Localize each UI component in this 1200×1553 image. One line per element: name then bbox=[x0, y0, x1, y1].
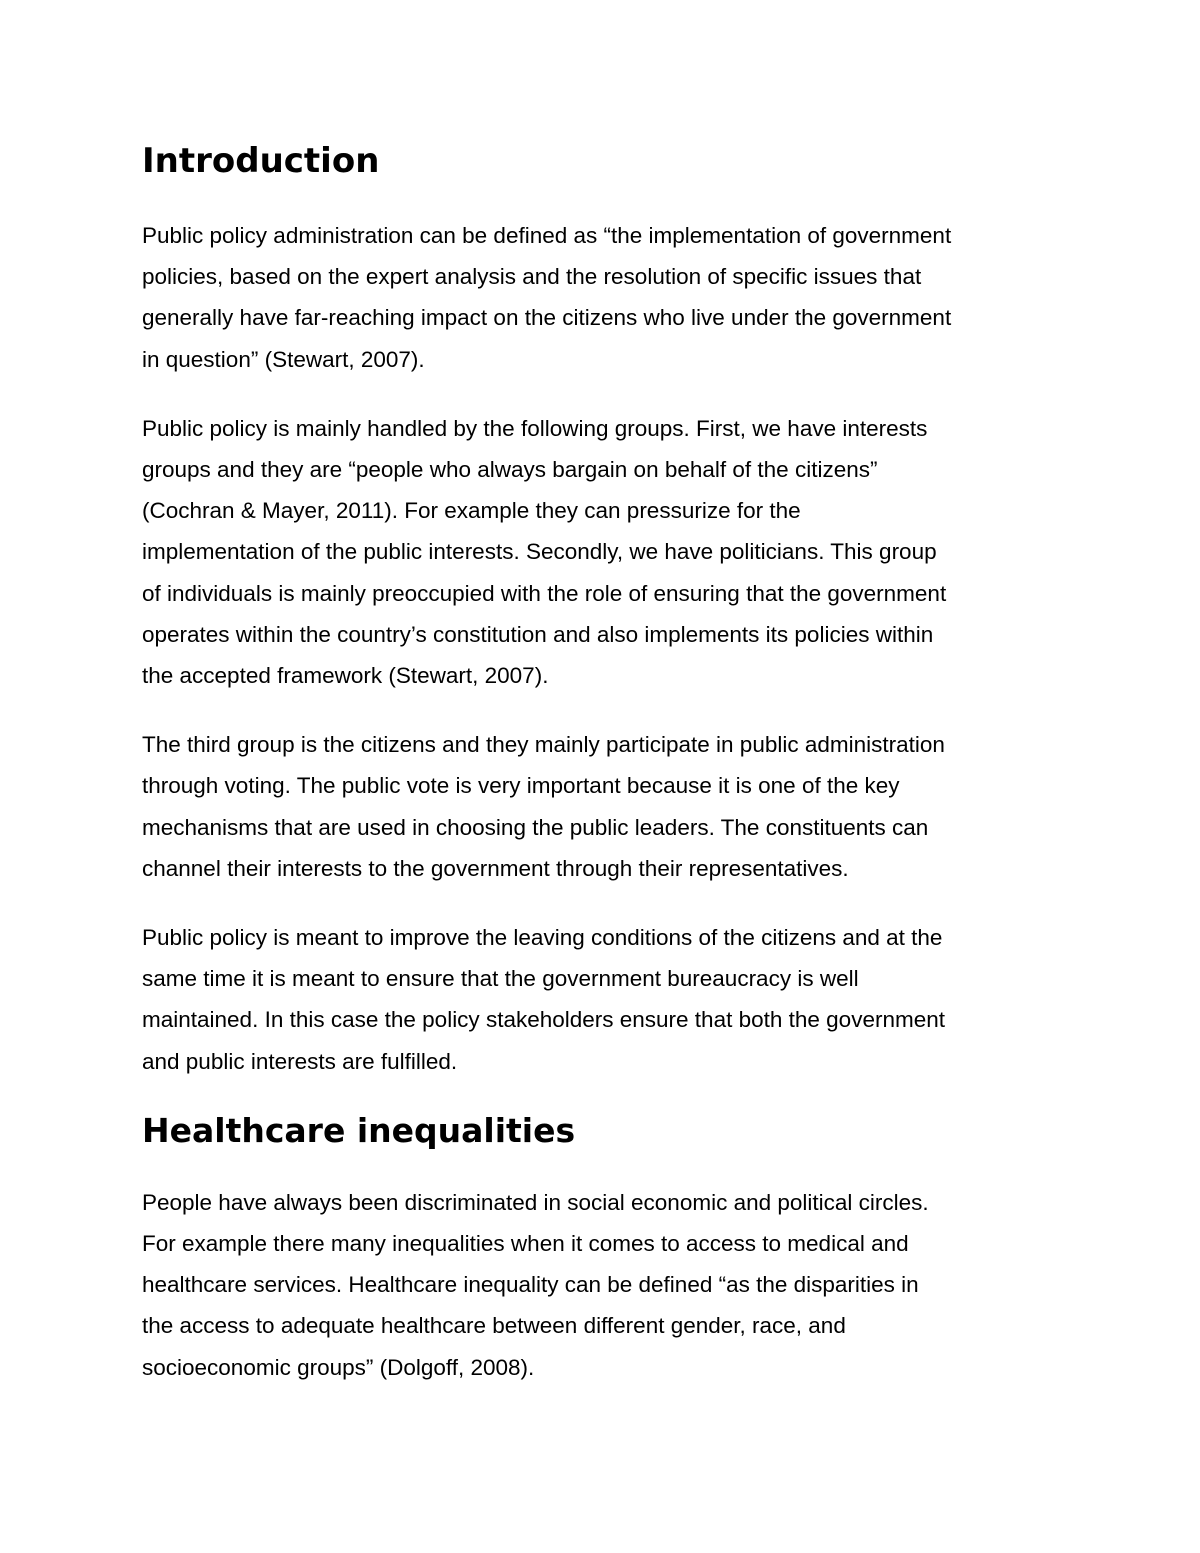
text-line: through voting. The public vote is very important because it is one of the key bbox=[142, 773, 900, 799]
text-line: For example there many inequalities when it comes to access to medical and bbox=[142, 1231, 909, 1257]
text-line: mechanisms that are used in choosing the public leaders. The constituents can bbox=[142, 814, 929, 840]
text-line: Public policy is mainly handled by the following groups. First, we have interests bbox=[142, 415, 928, 441]
text-line: The third group is the citizens and they mainly participate in public administration bbox=[142, 732, 945, 758]
heading-introduction: Introduction bbox=[142, 141, 380, 181]
paragraph-healthcare-1 bbox=[142, 1182, 1072, 1388]
text-line: the access to adequate healthcare between different gender, race, and bbox=[142, 1313, 846, 1339]
text-line: of individuals is mainly preoccupied with the role of ensuring that the government bbox=[142, 580, 947, 606]
text-line: Public policy administration can be defined as “the implementation of government bbox=[142, 223, 952, 248]
text-line: maintained. In this case the policy stakeholders ensure that both the government bbox=[142, 1007, 945, 1033]
text-line: implementation of the public interests. Secondly, we have politicians. This group bbox=[142, 539, 937, 565]
text-line: generally have far-reaching impact on the citizens who live under the government bbox=[142, 305, 952, 331]
text-line: Public policy is meant to improve the leaving conditions of the citizens and at the bbox=[142, 925, 943, 951]
text-line: policies, based on the expert analysis and the resolution of specific issues that bbox=[142, 264, 922, 290]
paragraph-intro-2 bbox=[142, 408, 1072, 696]
text-line: healthcare services. Healthcare inequality can be defined “as the disparities in bbox=[142, 1272, 919, 1298]
text-line: groups and they are “people who always bargain on behalf of the citizens” bbox=[142, 457, 878, 483]
text-line: People have always been discriminated in social economic and political circles. bbox=[142, 1189, 929, 1215]
paragraph-intro-3 bbox=[142, 724, 1072, 889]
text-line: the accepted framework (Stewart, 2007). bbox=[142, 663, 549, 689]
paragraph-intro-1 bbox=[142, 215, 1072, 380]
heading-healthcare-inequalities: Healthcare inequalities bbox=[142, 1110, 576, 1150]
text-line: (Cochran & Mayer, 2011). For example they can pressurize for the bbox=[142, 498, 801, 524]
text-line: in question” (Stewart, 2007). bbox=[142, 346, 425, 372]
document-body bbox=[142, 140, 1072, 1416]
paragraph-intro-4 bbox=[142, 917, 1072, 1082]
text-line: channel their interests to the government through their representatives. bbox=[142, 855, 849, 881]
text-line: operates within the country’s constitution and also implements its policies within bbox=[142, 621, 934, 647]
text-line: socioeconomic groups” (Dolgoff, 2008). bbox=[142, 1354, 535, 1380]
text-line: same time it is meant to ensure that the government bureaucracy is well bbox=[142, 966, 859, 992]
text-line: and public interests are fulfilled. bbox=[142, 1048, 458, 1074]
